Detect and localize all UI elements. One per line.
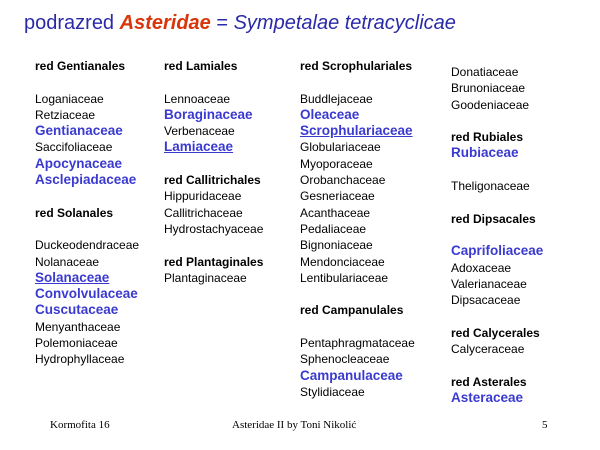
- family-item: Verbenaceae: [164, 124, 235, 139]
- family-item: Hippuridaceae: [164, 189, 242, 204]
- column-2: [164, 58, 263, 286]
- family-highlight: Boraginaceae: [164, 106, 253, 122]
- spacer: [451, 162, 543, 178]
- title-taxon: Asteridae: [119, 12, 211, 34]
- spacer: [300, 319, 415, 335]
- family-item: Menyanthaceae: [35, 319, 121, 334]
- spacer: [164, 237, 263, 253]
- spacer: [451, 227, 543, 243]
- family-item: Hydrophyllaceae: [35, 352, 125, 367]
- family-highlight: Cuscutaceae: [35, 302, 119, 318]
- family-item: Buddlejaceae: [300, 91, 373, 106]
- family-item: Bignoniaceae: [300, 238, 373, 253]
- order-heading: red Gentianales: [35, 59, 126, 73]
- family-highlight: Convolvulaceae: [35, 286, 138, 302]
- family-item: Saccifoliaceae: [35, 140, 113, 155]
- order-heading: red Campanulales: [300, 303, 404, 318]
- family-item: Stylidiaceae: [300, 384, 365, 399]
- order-heading: red Asterales: [451, 374, 527, 389]
- family-item: Calyceraceae: [451, 342, 525, 357]
- family-item: Pedaliaceae: [300, 221, 367, 236]
- family-item: Pentaphragmataceae: [300, 336, 415, 351]
- order-heading: red Solanales: [35, 205, 114, 220]
- slide-title: [24, 12, 456, 35]
- footer-page-number: 5: [542, 419, 548, 431]
- spacer: [35, 221, 139, 237]
- spacer: [35, 74, 139, 90]
- family-item: Valerianaceae: [451, 276, 527, 291]
- family-item: Myoporaceae: [300, 156, 373, 171]
- family-item: Adoxaceae: [451, 260, 512, 275]
- footer-left: Kormofita 16: [50, 419, 110, 431]
- spacer: [164, 156, 263, 172]
- family-highlight: Caprifoliaceae: [451, 243, 544, 259]
- family-item: Callitrichaceae: [164, 205, 243, 220]
- family-item: Lentibulariaceae: [300, 270, 389, 285]
- family-item: Lennoaceae: [164, 91, 231, 106]
- spacer: [300, 286, 415, 302]
- family-item: Gesneriaceae: [300, 189, 375, 204]
- order-heading: red Plantaginales: [164, 254, 264, 269]
- order-heading: red Rubiales: [451, 130, 524, 145]
- family-item: Theligonaceae: [451, 179, 530, 194]
- spacer: [300, 74, 415, 90]
- family-item: Goodeniaceae: [451, 97, 530, 112]
- spacer: [451, 194, 543, 210]
- order-heading: red Lamiales: [164, 59, 238, 73]
- family-item: Polemoniaceae: [35, 336, 118, 351]
- column-1: [35, 58, 139, 368]
- order-heading: red Callitrichales: [164, 173, 261, 188]
- family-item: Plantaginaceae: [164, 270, 247, 285]
- family-highlight: Asclepiadaceae: [35, 172, 137, 188]
- family-highlight: Oleaceae: [300, 106, 360, 122]
- family-highlight-underlined: Solanaceae: [35, 269, 110, 285]
- spacer: [451, 357, 543, 373]
- family-item: Brunoniaceae: [451, 81, 526, 96]
- family-item: Loganiaceae: [35, 91, 104, 106]
- family-item: Globulariaceae: [300, 140, 381, 155]
- family-item: Sphenocleaceae: [300, 352, 390, 367]
- family-highlight: Rubiaceae: [451, 145, 519, 161]
- family-highlight: Asteraceae: [451, 389, 524, 405]
- family-item: Mendonciaceae: [300, 254, 385, 269]
- family-highlight-underlined: Lamiaceae: [164, 139, 234, 155]
- title-prefix: podrazred: [24, 12, 120, 34]
- family-highlight: Apocynaceae: [35, 155, 123, 171]
- family-item: Nolanaceae: [35, 254, 100, 269]
- title-equals: =: [210, 12, 234, 34]
- family-item: Orobanchaceae: [300, 173, 386, 188]
- family-item: Donatiaceae: [451, 65, 519, 79]
- title-synonym: Sympetalae tetracyclicae: [233, 12, 456, 34]
- family-item: Hydrostachyaceae: [164, 221, 264, 236]
- spacer: [451, 113, 543, 129]
- spacer: [164, 74, 263, 90]
- column-4: [451, 58, 543, 406]
- order-heading: red Dipsacales: [451, 211, 536, 226]
- order-heading: red Scrophulariales: [300, 59, 413, 73]
- spacer: [35, 188, 139, 204]
- family-item: Dipsacaceae: [451, 293, 521, 308]
- family-highlight-underlined: Scrophulariaceae: [300, 123, 413, 139]
- family-item: Acanthaceae: [300, 205, 371, 220]
- order-heading: red Calycerales: [451, 325, 540, 340]
- family-highlight: Gentianaceae: [35, 123, 123, 139]
- family-item: Retziaceae: [35, 107, 96, 122]
- family-item: Duckeodendraceae: [35, 238, 140, 253]
- family-highlight: Campanulaceae: [300, 367, 403, 383]
- column-3: [300, 58, 415, 400]
- spacer: [451, 308, 543, 324]
- footer-center: Asteridae II by Toni Nikolić: [232, 419, 357, 431]
